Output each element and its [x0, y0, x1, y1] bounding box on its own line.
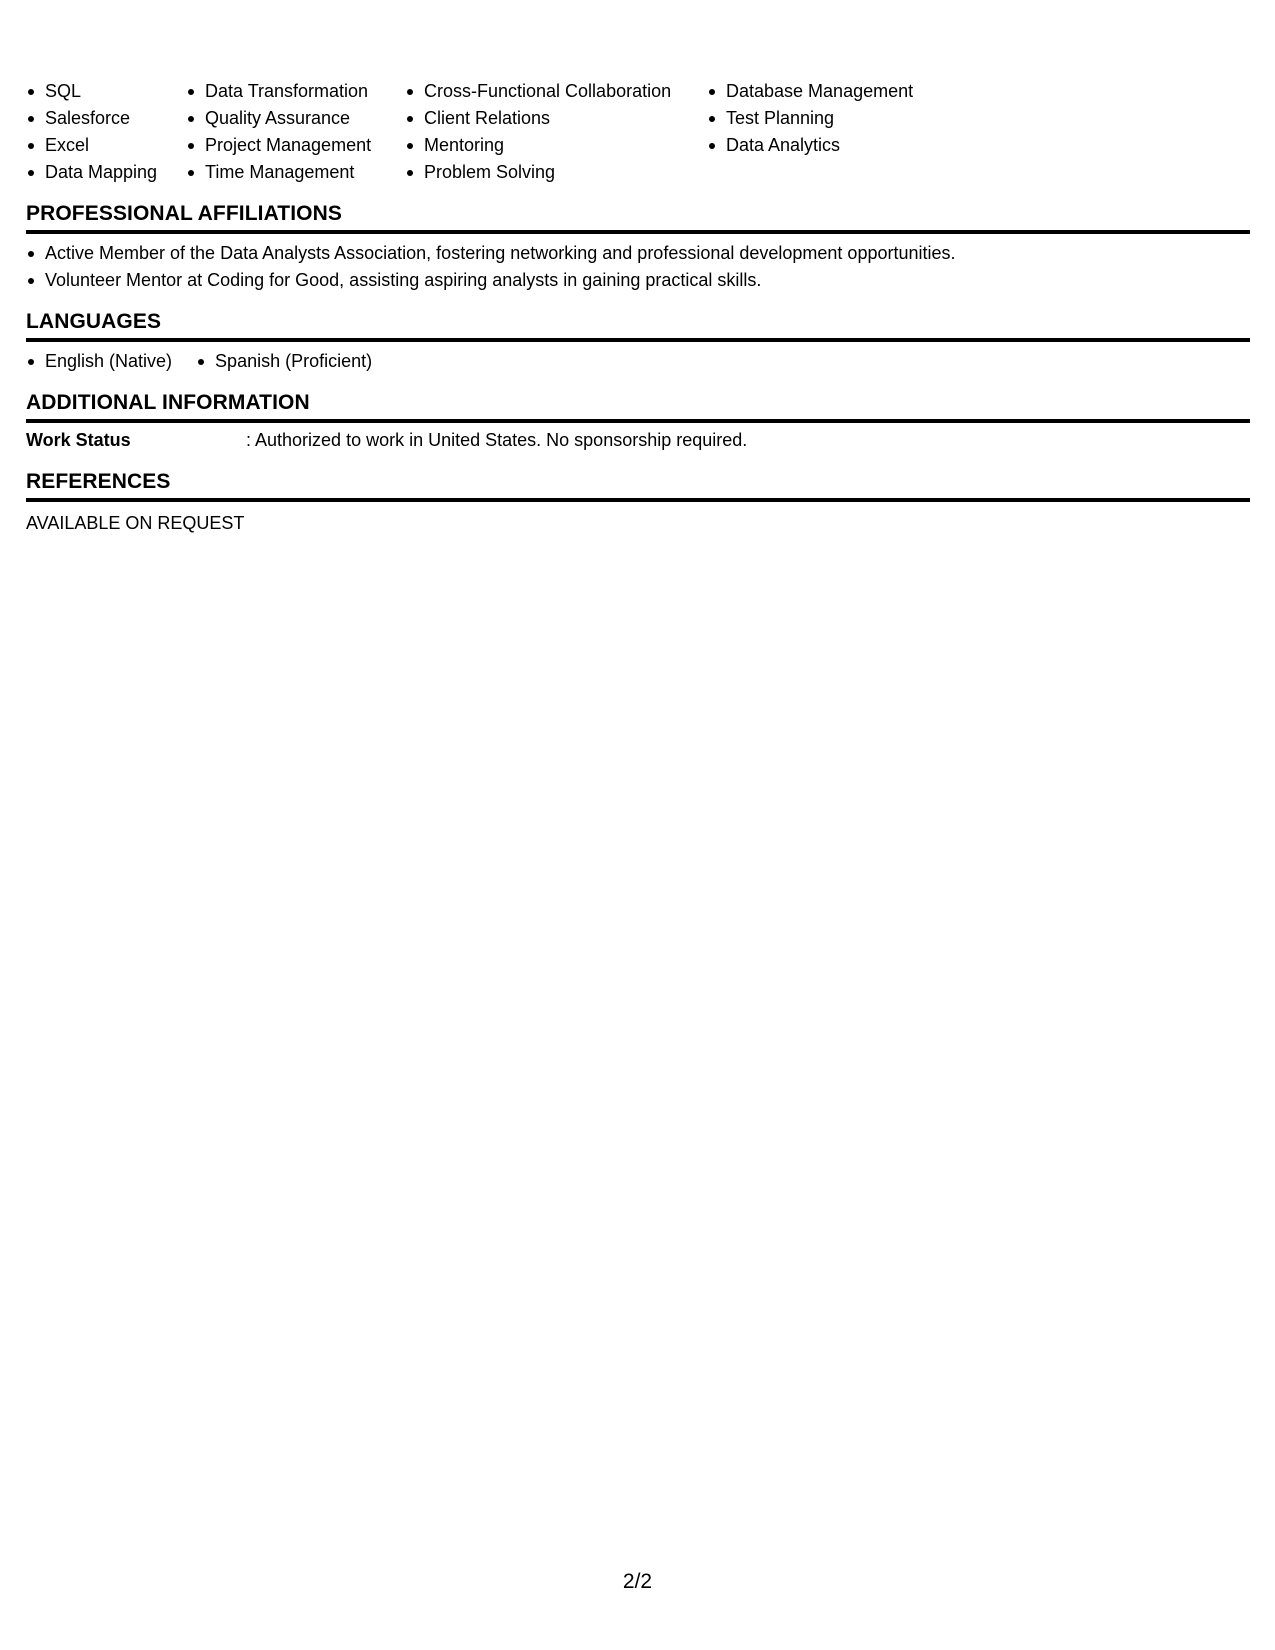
references-text: AVAILABLE ON REQUEST [26, 513, 245, 533]
work-status-value: : Authorized to work in United States. No sponsorship required. [246, 430, 748, 450]
skills-column-1 [26, 78, 186, 186]
skills-column-2 [186, 78, 405, 186]
skill-item: Data Mapping [26, 159, 186, 186]
section-title-references: REFERENCES [26, 468, 1250, 502]
affiliations-list [26, 240, 1250, 294]
page-number: 2/2 [622, 1570, 653, 1593]
skills-grid [26, 78, 1250, 186]
language-item: English (Native) [26, 348, 172, 375]
section-title-additional-info: ADDITIONAL INFORMATION [26, 389, 1250, 423]
skill-item: Time Management [186, 159, 405, 186]
affiliation-item: Volunteer Mentor at Coding for Good, assisting aspiring analysts in gaining practical skills. [26, 267, 1250, 294]
skill-item: Mentoring [405, 132, 707, 159]
skill-item: Excel [26, 132, 186, 159]
skill-item: Database Management [707, 78, 967, 105]
work-status-row [26, 427, 1250, 454]
skill-item: Problem Solving [405, 159, 707, 186]
language-item: Spanish (Proficient) [196, 348, 372, 375]
skill-item: Salesforce [26, 105, 186, 132]
skill-item: Project Management [186, 132, 405, 159]
skill-item: Data Transformation [186, 78, 405, 105]
section-title-affiliations: PROFESSIONAL AFFILIATIONS [26, 200, 1250, 234]
languages-list [26, 348, 1250, 375]
section-title-languages: LANGUAGES [26, 308, 1250, 342]
skills-column-3 [405, 78, 707, 186]
affiliation-item: Active Member of the Data Analysts Association, fostering networking and professional development opportunities. [26, 240, 1250, 267]
skill-item: Cross-Functional Collaboration [405, 78, 707, 105]
skill-item: Quality Assurance [186, 105, 405, 132]
skill-item: Data Analytics [707, 132, 967, 159]
skill-item: SQL [26, 78, 186, 105]
skill-item: Client Relations [405, 105, 707, 132]
skill-item: Test Planning [707, 105, 967, 132]
resume-content [26, 78, 1250, 537]
skills-column-4 [707, 78, 967, 159]
work-status-label: Work Status [26, 430, 131, 450]
